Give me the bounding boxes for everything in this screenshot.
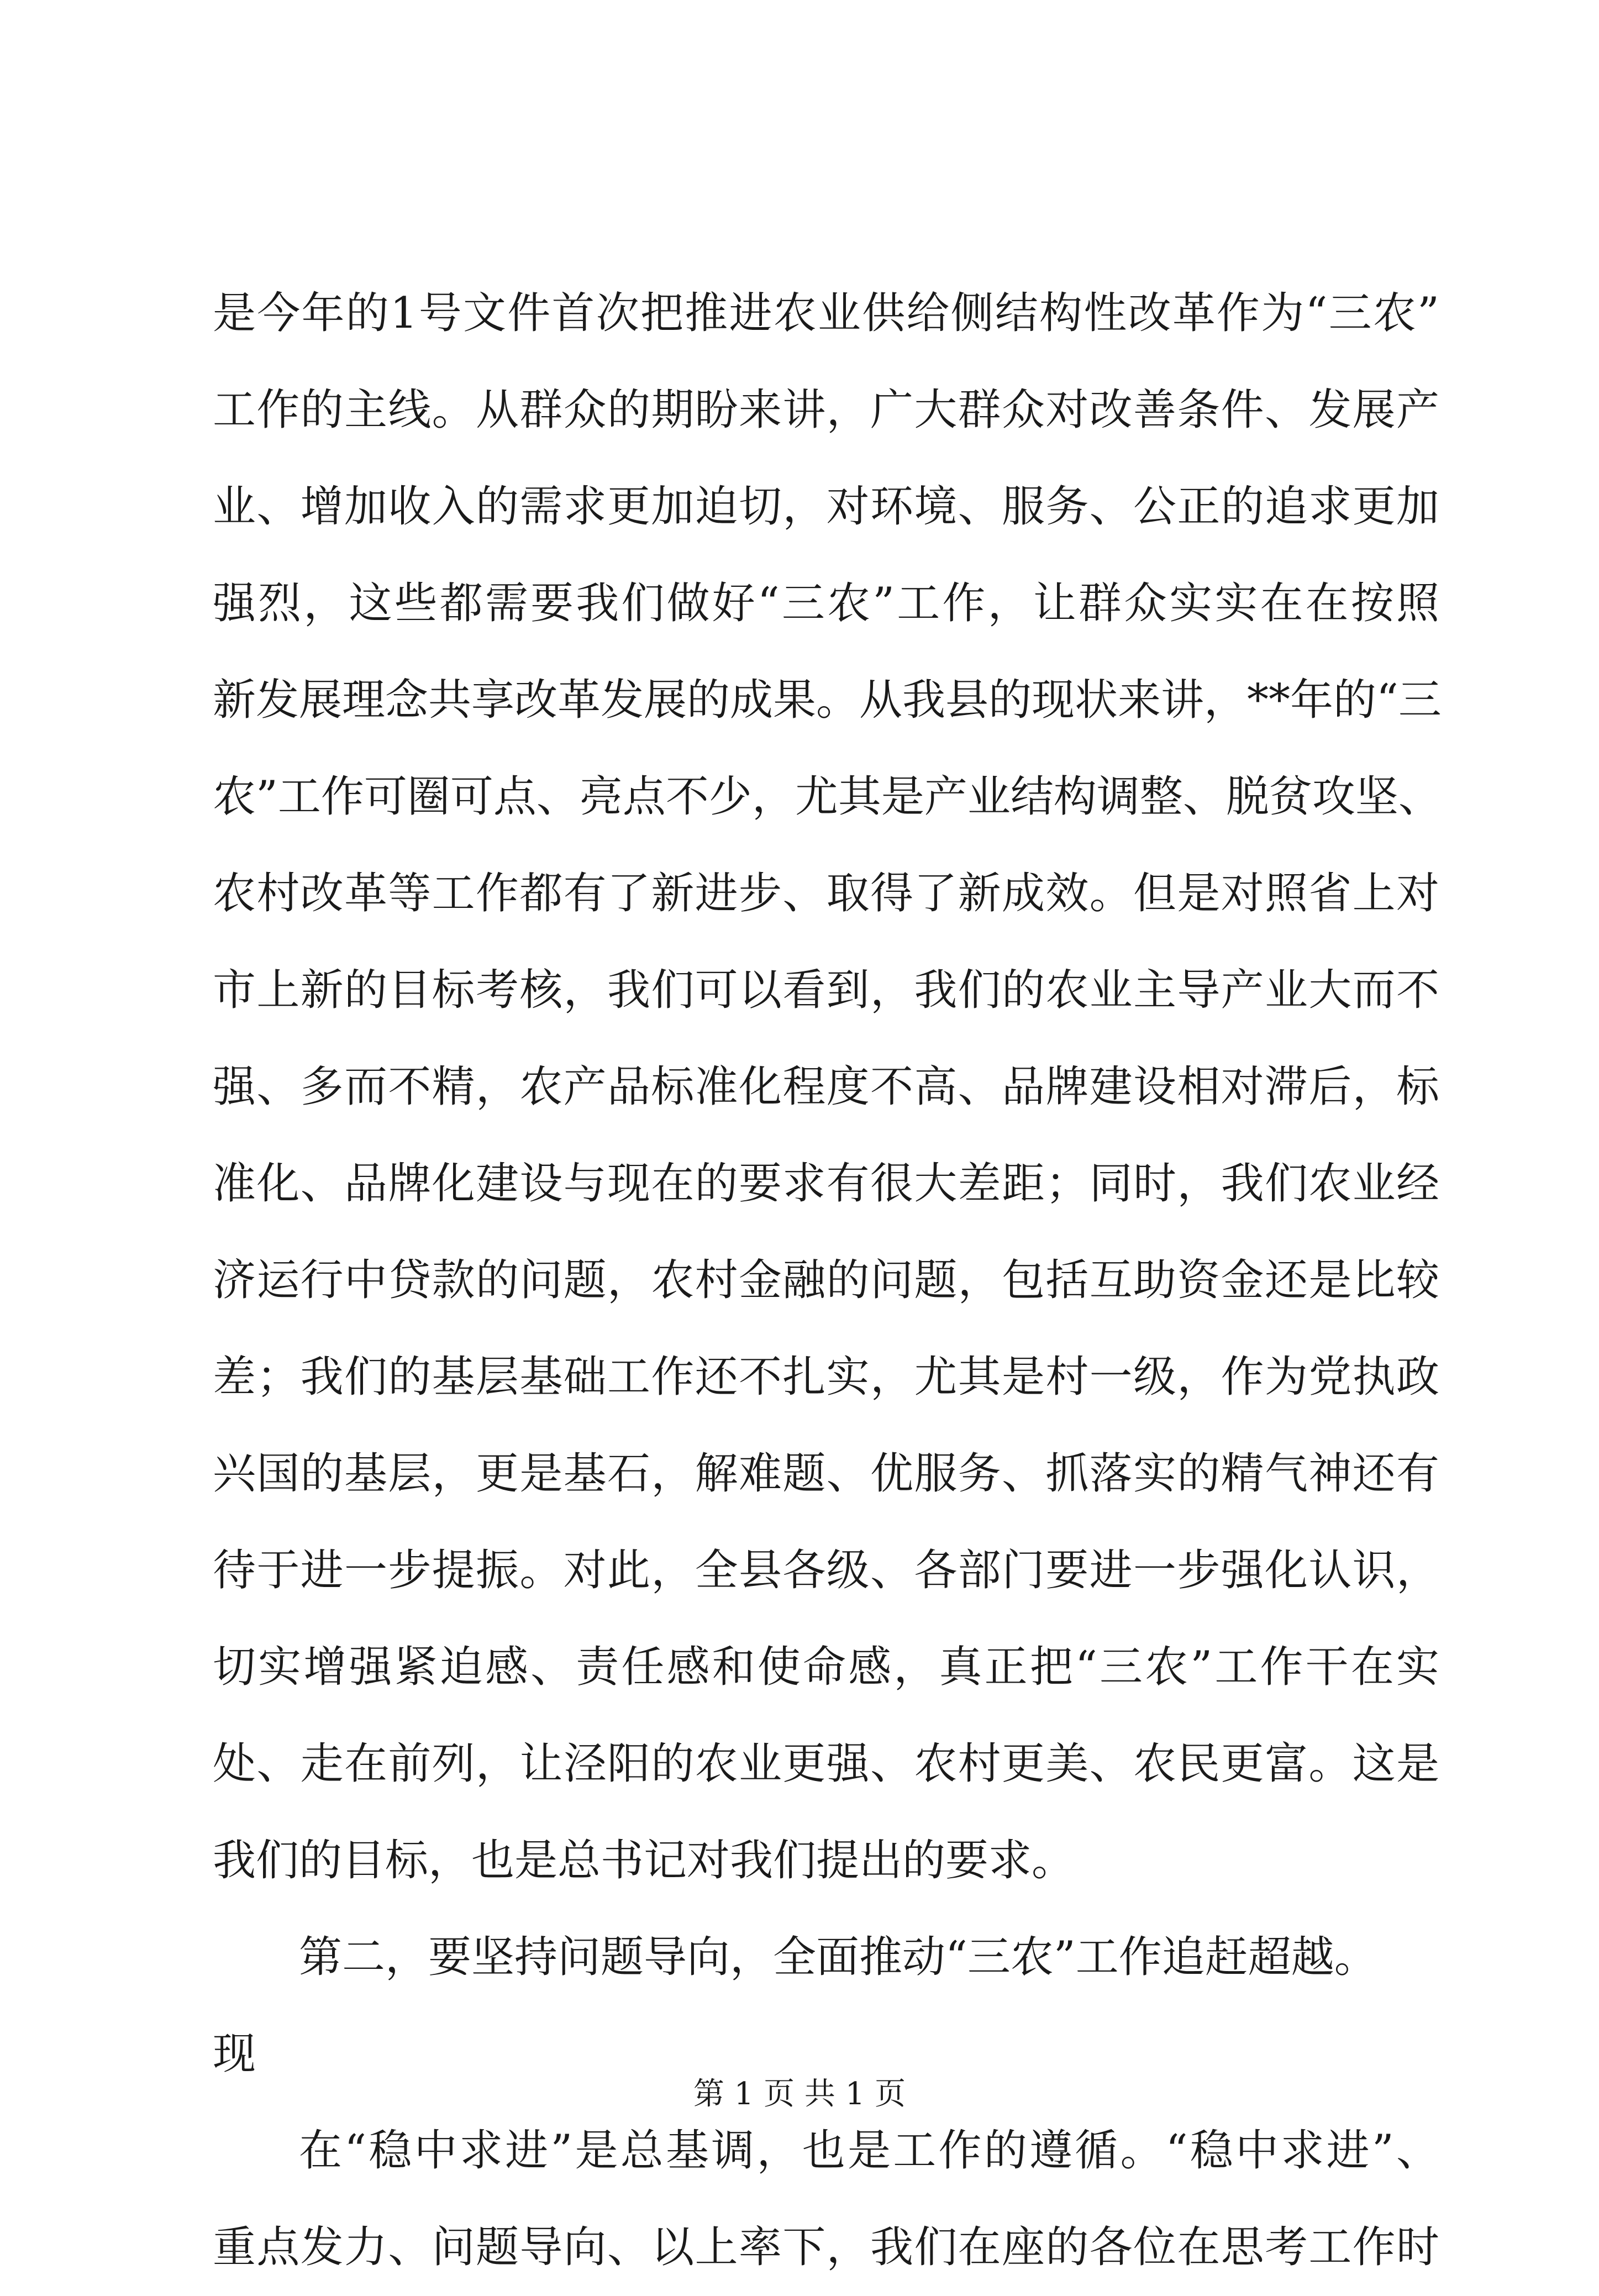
body-text — [213, 265, 1442, 2296]
text-line: 济运行中贷款的问题，农村金融的问题，包括互助资金还是比较 — [213, 1255, 1439, 1305]
text-line: 现 — [213, 2029, 256, 2079]
text-line: 切实增强紧迫感、责任感和使命感，真正把“三农”工作干在实 — [213, 1642, 1439, 1692]
text-line: 强烈，这些都需要我们做好“三农”工作，让群众实实在在按照 — [213, 579, 1439, 628]
text-line: 业、增加收入的需求更加迫切，对环境、服务、公正的追求更加 — [213, 482, 1439, 532]
text-line: 重点发力、问题导向、以上率下，我们在座的各位在思考工作时 — [213, 2223, 1439, 2272]
page-footer: 第 1 页 共 1 页 — [693, 2076, 906, 2112]
text-line: 农村改革等工作都有了新进步、取得了新成效。但是对照省上对 — [213, 869, 1439, 918]
text-line: 准化、品牌化建设与现在的要求有很大差距；同时，我们农业经 — [213, 1159, 1439, 1209]
text-line: 处、走在前列，让泾阳的农业更强、农村更美、农民更富。这是 — [213, 1739, 1439, 1789]
text-line: 差；我们的基层基础工作还不扎实，尤其是村一级，作为党执政 — [213, 1352, 1439, 1402]
text-line: 兴国的基层，更是基石，解难题、优服务、抓落实的精气神还有 — [213, 1449, 1439, 1499]
text-line: 是今年的1号文件首次把推进农业供给侧结构性改革作为“三农” — [213, 288, 1439, 338]
paragraph-start-line: 在“稳中求进”是总基调，也是工作的遵循。“稳中求进”、 — [299, 2126, 1439, 2176]
text-line: 市上新的目标考核，我们可以看到，我们的农业主导产业大而不 — [213, 965, 1439, 1015]
text-line: 待于进一步提振。对此，全县各级、各部门要进一步强化认识， — [213, 1546, 1439, 1595]
text-line: 新发展理念共享改革发展的成果。从我县的现状来讲，**年的“三 — [213, 675, 1442, 725]
text-line: 强、多而不精，农产品标准化程度不高、品牌建设相对滞后，标 — [213, 1062, 1439, 1112]
text-line: 农”工作可圈可点、亮点不少，尤其是产业结构调整、脱贫攻坚、 — [213, 772, 1442, 822]
text-line: 工作的主线。从群众的期盼来讲，广大群众对改善条件、发展产 — [213, 385, 1439, 435]
text-line: 我们的目标，也是总书记对我们提出的要求。 — [213, 1836, 1075, 1885]
paragraph-start-line: 第二，要坚持问题导向，全面推动“三农”工作追赶超越。 — [299, 1932, 1377, 1982]
